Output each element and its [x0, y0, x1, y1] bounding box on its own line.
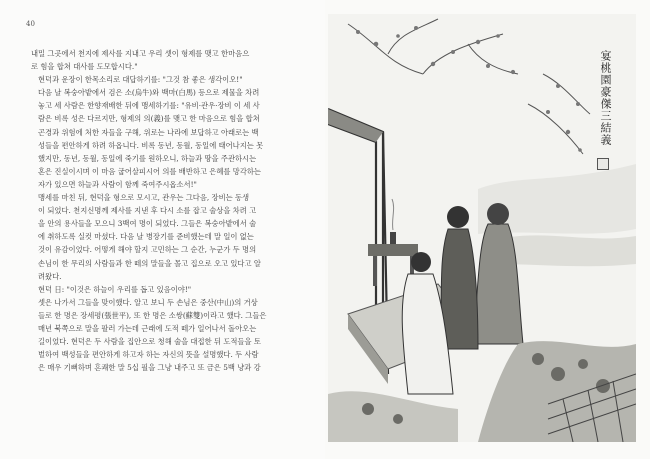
text-line: 자가 있으면 하늘과 사람이 함께 죽여주시옵소서!" — [38, 179, 197, 189]
text-line: 벌하여 백성들을 편안하게 하고자 하는 자신의 뜻을 설명했다. 두 사람 — [38, 350, 259, 360]
paragraph — [31, 191, 297, 283]
text-line: 은 매우 기뻐하며 흔쾌한 말 5십 필을 그냥 내주고 또 금은 5백 냥과 강 — [38, 363, 261, 373]
text-line: 에 취하도록 실컷 마셨다. 다음 날 병장기를 준비했는데 말 일이 없는 — [38, 232, 254, 242]
body-text — [31, 47, 297, 374]
text-line: 이 되었다. 천지신명께 제사를 지낸 후 다시 소를 잡고 술상을 차려 고 — [38, 206, 257, 216]
text-line: 성들을 편안하게 하려 하옵니다. 비록 동년, 동월, 동일에 태어나지는 못 — [38, 140, 264, 150]
text-line: 매년 북쪽으로 말을 팔러 가는데 근래에 도적 떼가 일어나서 돌아오는 — [38, 323, 257, 333]
ink-painting-icon — [328, 14, 636, 442]
text-line: 람은 비록 성은 다르지만, 형제의 의(義)를 맺고 한 마음으로 힘을 합쳐 — [38, 114, 260, 124]
text-line: 곤경과 위험에 처한 자들을 구해, 위로는 나라에 보답하고 아래로는 백 — [38, 127, 259, 137]
paragraph — [31, 73, 297, 191]
peach-garden-illustration — [328, 14, 636, 442]
text-line: 내밀 그곳에서 천지에 제사를 지내고 우리 셋이 형제를 맺고 한마음으 — [31, 49, 250, 58]
text-line: 혼은 진실이시며 이 마음 굽어살피시어 의를 배반하고 은혜를 망각하는 — [38, 166, 261, 176]
page-number: 40 — [26, 20, 35, 28]
paragraph — [31, 47, 297, 73]
text-line: 현덕과 운장이 한목소리로 대답하기를: "그것 참 좋은 생각이오!" — [38, 75, 243, 85]
text-line: 려왔다. — [38, 271, 62, 281]
text-line: 했지만, 동년, 동월, 동일에 죽기를 원하오니, 하늘과 땅을 주관하시는 — [38, 153, 257, 163]
text-line: 들로 한 명은 장세평(張世平), 또 한 명은 소쌍(蘇雙)이라고 했다. 그들은 — [38, 310, 267, 320]
text-line: 셋은 나가서 그들을 맞이했다. 알고 보니 두 손님은 중산(中山)의 거상 — [38, 297, 258, 307]
paragraph — [31, 296, 297, 375]
seal-stamp — [597, 158, 609, 170]
illustration-caption: 宴桃園豪傑三結義 — [599, 50, 612, 146]
text-line: 현덕 日: "이것은 하늘이 우리를 돕고 있음이야!" — [38, 284, 192, 294]
text-line: 맹세를 마친 뒤, 현덕을 형으로 모시고, 관우는 그다음, 장비는 동생 — [38, 193, 250, 203]
text-line: 손님이 한 무리의 사람들과 한 떼의 말들을 몰고 집으로 오고 있다고 알 — [38, 258, 261, 268]
text-line: 길이었다. 현덕은 두 사람을 집안으로 청해 술을 대접한 뒤 도적들을 토 — [38, 337, 261, 347]
paragraph — [31, 283, 297, 296]
text-line: 로 힘을 합쳐 대사를 도모합시다." — [31, 62, 138, 72]
text-line: 을 안의 용사들을 모으니 3백여 명이 되었다. 그들은 복숭아밭에서 술 — [38, 219, 257, 229]
text-line: 것이 유감이었다. 어떻게 해야 할지 고민하는 그 순간, 누군가 두 명의 — [38, 245, 257, 255]
text-line: 다음 날 복숭아밭에서 검은 소(烏牛)와 백마(白馬) 등으로 제물을 차려 — [38, 88, 260, 98]
text-line: 놓고 세 사람은 한향재배한 뒤에 맹세하기를: "유비·관우·장비 이 세 사 — [38, 101, 260, 111]
